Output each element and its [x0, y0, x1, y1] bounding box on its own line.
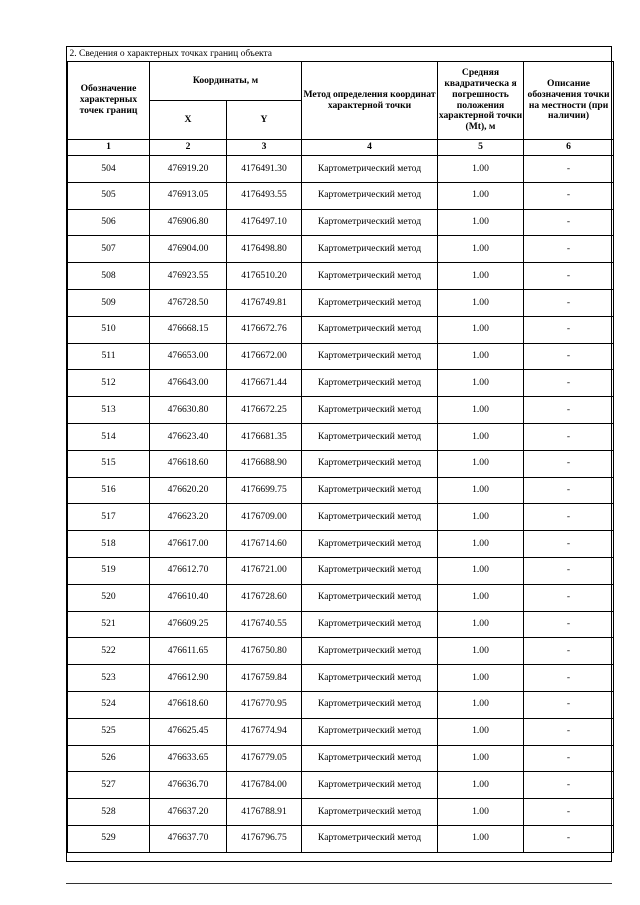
y-cell: 4176510.20 [227, 263, 302, 290]
column-number-row [68, 140, 614, 156]
error-cell: 1.00 [438, 638, 524, 665]
y-cell: 4176774.94 [227, 718, 302, 745]
method-cell: Картометрический метод [302, 289, 438, 316]
table-row [68, 772, 614, 799]
description-cell: - [524, 477, 614, 504]
y-cell: 4176672.25 [227, 397, 302, 424]
method-cell: Картометрический метод [302, 209, 438, 236]
error-cell: 1.00 [438, 370, 524, 397]
table-row [68, 156, 614, 183]
error-cell: 1.00 [438, 557, 524, 584]
method-cell: Картометрический метод [302, 450, 438, 477]
x-cell: 476623.40 [150, 423, 227, 450]
point-id-cell: 509 [68, 289, 150, 316]
y-cell: 4176796.75 [227, 825, 302, 852]
point-id-cell: 510 [68, 316, 150, 343]
description-cell: - [524, 236, 614, 263]
point-id-cell: 529 [68, 825, 150, 852]
description-cell: - [524, 691, 614, 718]
x-cell: 476612.70 [150, 557, 227, 584]
method-cell: Картометрический метод [302, 397, 438, 424]
section-caption-row [68, 47, 614, 62]
x-cell: 476623.20 [150, 504, 227, 531]
header-error: Средняя квадратическа я погрешность положения характерной точки (Mt), м [438, 62, 524, 140]
error-cell: 1.00 [438, 156, 524, 183]
description-cell: - [524, 289, 614, 316]
point-id-cell: 524 [68, 691, 150, 718]
table-row [68, 343, 614, 370]
table-row [68, 263, 614, 290]
y-cell: 4176493.55 [227, 182, 302, 209]
x-cell: 476633.65 [150, 745, 227, 772]
method-cell: Картометрический метод [302, 316, 438, 343]
x-cell: 476643.00 [150, 370, 227, 397]
table-row [68, 691, 614, 718]
error-cell: 1.00 [438, 745, 524, 772]
point-id-cell: 520 [68, 584, 150, 611]
description-cell: - [524, 638, 614, 665]
table-body [68, 156, 614, 853]
point-id-cell: 504 [68, 156, 150, 183]
description-cell: - [524, 209, 614, 236]
x-cell: 476923.55 [150, 263, 227, 290]
x-cell: 476610.40 [150, 584, 227, 611]
column-number: 3 [227, 140, 302, 156]
point-id-cell: 525 [68, 718, 150, 745]
y-cell: 4176688.90 [227, 450, 302, 477]
method-cell: Картометрический метод [302, 156, 438, 183]
y-cell: 4176750.80 [227, 638, 302, 665]
method-cell: Картометрический метод [302, 825, 438, 852]
point-id-cell: 527 [68, 772, 150, 799]
description-cell: - [524, 423, 614, 450]
method-cell: Картометрический метод [302, 638, 438, 665]
point-id-cell: 521 [68, 611, 150, 638]
point-id-cell: 506 [68, 209, 150, 236]
error-cell: 1.00 [438, 718, 524, 745]
method-cell: Картометрический метод [302, 611, 438, 638]
x-cell: 476618.60 [150, 691, 227, 718]
x-cell: 476913.05 [150, 182, 227, 209]
error-cell: 1.00 [438, 825, 524, 852]
x-cell: 476612.90 [150, 665, 227, 692]
error-cell: 1.00 [438, 504, 524, 531]
method-cell: Картометрический метод [302, 691, 438, 718]
y-cell: 4176770.95 [227, 691, 302, 718]
method-cell: Картометрический метод [302, 263, 438, 290]
description-cell: - [524, 825, 614, 852]
table-row [68, 450, 614, 477]
error-cell: 1.00 [438, 450, 524, 477]
table-row [68, 504, 614, 531]
point-id-cell: 511 [68, 343, 150, 370]
y-cell: 4176759.84 [227, 665, 302, 692]
y-cell: 4176728.60 [227, 584, 302, 611]
description-cell: - [524, 450, 614, 477]
description-cell: - [524, 504, 614, 531]
point-id-cell: 517 [68, 504, 150, 531]
description-cell: - [524, 316, 614, 343]
description-cell: - [524, 772, 614, 799]
y-cell: 4176497.10 [227, 209, 302, 236]
x-cell: 476618.60 [150, 450, 227, 477]
method-cell: Картометрический метод [302, 557, 438, 584]
error-cell: 1.00 [438, 665, 524, 692]
error-cell: 1.00 [438, 236, 524, 263]
x-cell: 476625.45 [150, 718, 227, 745]
point-id-cell: 507 [68, 236, 150, 263]
table-row [68, 611, 614, 638]
column-number: 5 [438, 140, 524, 156]
method-cell: Картометрический метод [302, 665, 438, 692]
y-cell: 4176491.30 [227, 156, 302, 183]
point-id-cell: 518 [68, 531, 150, 558]
description-cell: - [524, 397, 614, 424]
error-cell: 1.00 [438, 397, 524, 424]
table-row [68, 316, 614, 343]
x-cell: 476611.65 [150, 638, 227, 665]
point-id-cell: 528 [68, 799, 150, 826]
table-row [68, 718, 614, 745]
point-id-cell: 526 [68, 745, 150, 772]
table-row [68, 531, 614, 558]
point-id-cell: 513 [68, 397, 150, 424]
description-cell: - [524, 718, 614, 745]
x-cell: 476609.25 [150, 611, 227, 638]
point-id-cell: 516 [68, 477, 150, 504]
y-cell: 4176749.81 [227, 289, 302, 316]
x-cell: 476630.80 [150, 397, 227, 424]
method-cell: Картометрический метод [302, 182, 438, 209]
error-cell: 1.00 [438, 799, 524, 826]
point-id-cell: 523 [68, 665, 150, 692]
x-cell: 476919.20 [150, 156, 227, 183]
y-cell: 4176709.00 [227, 504, 302, 531]
point-id-cell: 519 [68, 557, 150, 584]
description-cell: - [524, 799, 614, 826]
description-cell: - [524, 263, 614, 290]
method-cell: Картометрический метод [302, 504, 438, 531]
point-id-cell: 514 [68, 423, 150, 450]
header-x: X [150, 101, 227, 140]
x-cell: 476728.50 [150, 289, 227, 316]
method-cell: Картометрический метод [302, 584, 438, 611]
y-cell: 4176721.00 [227, 557, 302, 584]
y-cell: 4176672.00 [227, 343, 302, 370]
method-cell: Картометрический метод [302, 745, 438, 772]
description-cell: - [524, 584, 614, 611]
footer-divider [66, 883, 612, 884]
table-row [68, 209, 614, 236]
error-cell: 1.00 [438, 772, 524, 799]
table-row [68, 799, 614, 826]
document-frame [66, 46, 612, 862]
y-cell: 4176784.00 [227, 772, 302, 799]
y-cell: 4176788.91 [227, 799, 302, 826]
error-cell: 1.00 [438, 343, 524, 370]
table-row [68, 370, 614, 397]
description-cell: - [524, 156, 614, 183]
table-row [68, 397, 614, 424]
table-row [68, 423, 614, 450]
table-row [68, 289, 614, 316]
table-row [68, 557, 614, 584]
x-cell: 476637.20 [150, 799, 227, 826]
method-cell: Картометрический метод [302, 423, 438, 450]
x-cell: 476653.00 [150, 343, 227, 370]
method-cell: Картометрический метод [302, 370, 438, 397]
x-cell: 476617.00 [150, 531, 227, 558]
header-coordinates: Координаты, м [150, 62, 302, 101]
table-row [68, 584, 614, 611]
x-cell: 476906.80 [150, 209, 227, 236]
y-cell: 4176681.35 [227, 423, 302, 450]
point-id-cell: 522 [68, 638, 150, 665]
method-cell: Картометрический метод [302, 531, 438, 558]
error-cell: 1.00 [438, 531, 524, 558]
method-cell: Картометрический метод [302, 477, 438, 504]
x-cell: 476636.70 [150, 772, 227, 799]
error-cell: 1.00 [438, 477, 524, 504]
error-cell: 1.00 [438, 584, 524, 611]
table-row [68, 182, 614, 209]
description-cell: - [524, 611, 614, 638]
error-cell: 1.00 [438, 209, 524, 236]
column-number: 2 [150, 140, 227, 156]
y-cell: 4176498.80 [227, 236, 302, 263]
y-cell: 4176714.60 [227, 531, 302, 558]
error-cell: 1.00 [438, 423, 524, 450]
column-number: 6 [524, 140, 614, 156]
y-cell: 4176671.44 [227, 370, 302, 397]
method-cell: Картометрический метод [302, 799, 438, 826]
table-row [68, 825, 614, 852]
point-id-cell: 505 [68, 182, 150, 209]
error-cell: 1.00 [438, 316, 524, 343]
header-method: Метод определения координат характерной точки [302, 62, 438, 140]
column-number: 1 [68, 140, 150, 156]
description-cell: - [524, 557, 614, 584]
boundary-points-table [67, 47, 614, 853]
point-id-cell: 515 [68, 450, 150, 477]
table-row [68, 236, 614, 263]
table-row [68, 638, 614, 665]
table-row [68, 745, 614, 772]
error-cell: 1.00 [438, 289, 524, 316]
description-cell: - [524, 370, 614, 397]
x-cell: 476620.20 [150, 477, 227, 504]
method-cell: Картометрический метод [302, 343, 438, 370]
header-description: Описание обозначения точки на местности (при наличии) [524, 62, 614, 140]
point-id-cell: 512 [68, 370, 150, 397]
header-y: Y [227, 101, 302, 140]
description-cell: - [524, 343, 614, 370]
table-row [68, 477, 614, 504]
y-cell: 4176699.75 [227, 477, 302, 504]
point-id-cell: 508 [68, 263, 150, 290]
x-cell: 476637.70 [150, 825, 227, 852]
y-cell: 4176740.55 [227, 611, 302, 638]
y-cell: 4176779.05 [227, 745, 302, 772]
error-cell: 1.00 [438, 691, 524, 718]
x-cell: 476904.00 [150, 236, 227, 263]
y-cell: 4176672.76 [227, 316, 302, 343]
description-cell: - [524, 182, 614, 209]
description-cell: - [524, 745, 614, 772]
header-point: Обозначение характерных точек границ [68, 62, 150, 140]
section-title: 2. Сведения о характерных точках границ объекта [68, 47, 614, 62]
error-cell: 1.00 [438, 611, 524, 638]
table-row [68, 665, 614, 692]
description-cell: - [524, 665, 614, 692]
column-number: 4 [302, 140, 438, 156]
method-cell: Картометрический метод [302, 772, 438, 799]
error-cell: 1.00 [438, 263, 524, 290]
method-cell: Картометрический метод [302, 718, 438, 745]
header-row [68, 62, 614, 101]
error-cell: 1.00 [438, 182, 524, 209]
x-cell: 476668.15 [150, 316, 227, 343]
description-cell: - [524, 531, 614, 558]
method-cell: Картометрический метод [302, 236, 438, 263]
